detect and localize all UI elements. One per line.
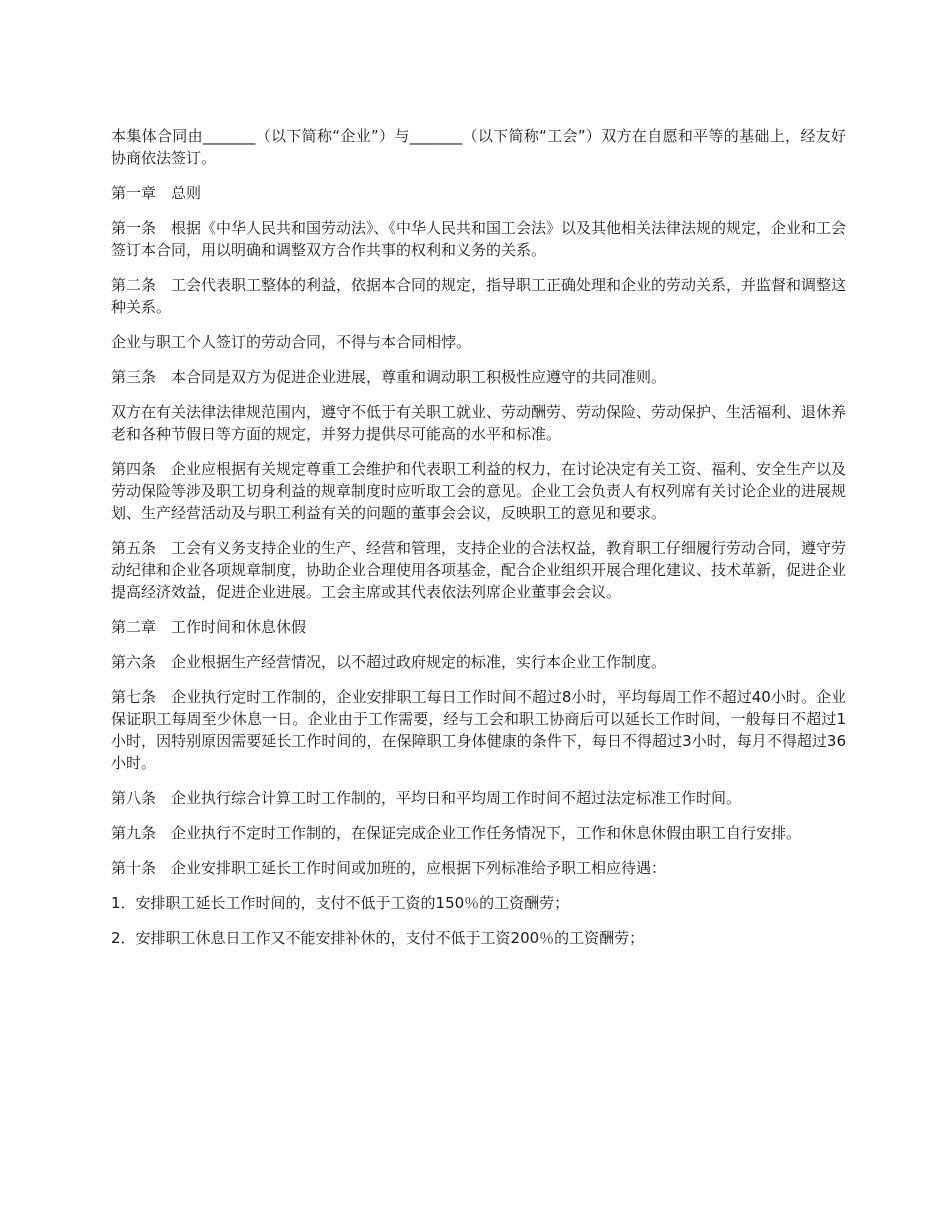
article-3: 第三条 本合同是双方为促进企业进展，尊重和调动职工积极性应遵守的共同准则。 [111, 368, 667, 386]
article-10: 第十条 企业安排职工延长工作时间或加班的，应根据下列标准给予职工相应待遇： [111, 859, 667, 877]
article-7: 第七条 企业执行定时工作制的，企业安排职工每日工作时间不超过8小时，平均每周工作不超过40小时。企业保证职工每周至少休息一日。企业由于工作需要，经与工会和职工协商后可以延长工作时间，一般每日不超过1小时，因特别原因需要延长工作时间的，在保障职工身体健康的条件下，每日不得超过3小时，每月不得超过36小时。 [111, 688, 846, 772]
intro-paragraph: 本集体合同由_______（以下简称“企业”）与_______（以下简称“工会”）双方在自愿和平等的基础上，经友好协商依法签订。 [111, 127, 846, 167]
article-1: 第一条 根据《中华人民共和国劳动法》、《中华人民共和国工会法》以及其他相关法律法规的规定，企业和工会签订本合同，用以明确和调整双方合作共事的权利和义务的关系。 [111, 219, 847, 259]
article-6: 第六条 企业根据生产经营情况，以不超过政府规定的标准，实行本企业工作制度。 [111, 653, 667, 671]
article-8: 第八条 企业执行综合计算工时工作制的，平均日和平均周工作时间不超过法定标准工作时间。 [111, 789, 742, 807]
document-page [111, 125, 846, 962]
article-9: 第九条 企业执行不定时工作制的，在保证完成企业工作任务情况下，工作和休息休假由职工自行安排。 [111, 824, 802, 842]
chapter-1-heading: 第一章 总则 [111, 184, 202, 202]
list-item-2: 2．安排职工休息日工作又不能安排补休的，支付不低于工资200％的工资酬劳； [111, 929, 645, 947]
article-2: 第二条 工会代表职工整体的利益，依据本合同的规定，指导职工正确处理和企业的劳动关系，并监督和调整这种关系。 [111, 276, 847, 316]
article-5: 第五条 工会有义务支持企业的生产、经营和管理，支持企业的合法权益，教育职工仔细履行劳动合同，遵守劳动纪律和企业各项规章制度，协助企业合理使用各项基金，配合企业组织开展合理化建议、技术革新，促进企业提高经济效益，促进企业进展。工会主席或其代表依法列席企业董事会会议。 [111, 539, 847, 601]
list-item-1: 1．安排职工延长工作时间的，支付不低于工资的150％的工资酬劳； [111, 894, 570, 912]
article-3-detail: 双方在有关法律法律规范围内，遵守不低于有关职工就业、劳动酬劳、劳动保险、劳动保护、生活福利、退休养老和各种节假日等方面的规定，并努力提供尽可能高的水平和标准。 [111, 403, 847, 443]
article-2-note: 企业与职工个人签订的劳动合同，不得与本合同相悖。 [111, 333, 472, 351]
article-4: 第四条 企业应根据有关规定尊重工会维护和代表职工利益的权力，在讨论决定有关工资、福利、安全生产以及劳动保险等涉及职工切身利益的规章制度时应听取工会的意见。企业工会负责人有权列席有关讨论企业的进展规划、生产经营活动及与职工利益有关的问题的董事会会议，反映职工的意见和要求。 [111, 460, 847, 522]
chapter-2-heading: 第二章 工作时间和休息休假 [111, 618, 307, 636]
